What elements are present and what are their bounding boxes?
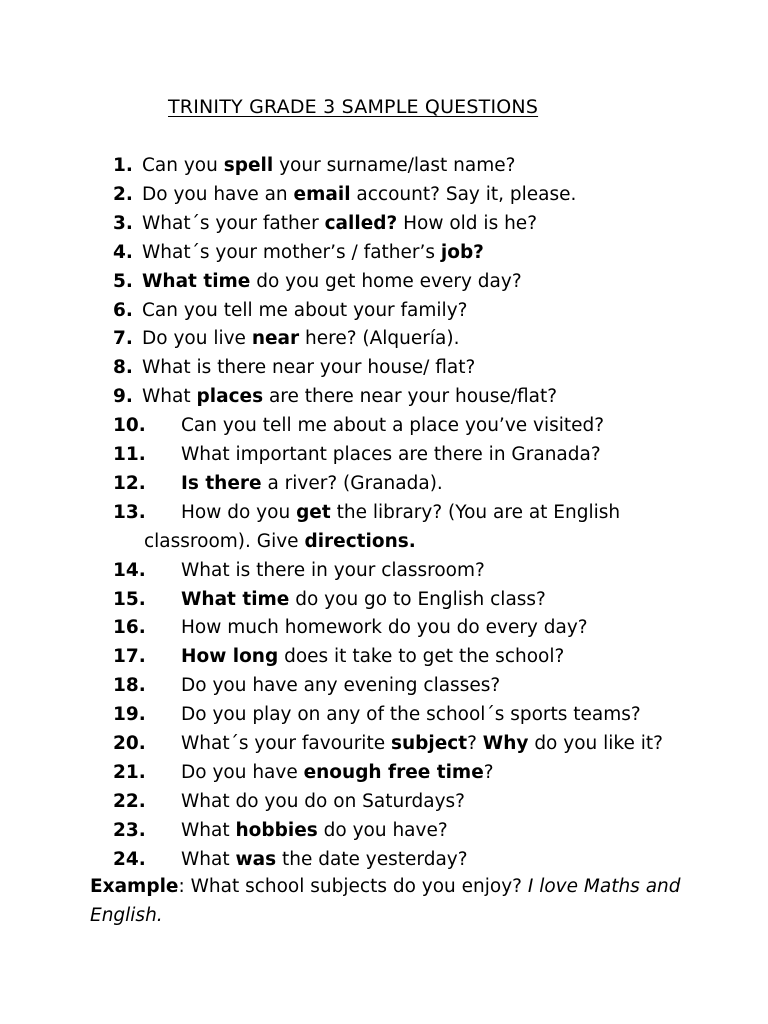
question-text-segment: do you get home every day?: [250, 270, 522, 292]
question-text: [142, 325, 459, 353]
bold-keyword: enough free time: [303, 761, 484, 783]
bold-keyword: How long: [181, 646, 279, 668]
question-text: [142, 383, 557, 411]
question-text: [181, 470, 443, 498]
question-number: 20.: [113, 733, 146, 754]
question-number: 13.: [113, 501, 146, 523]
question-text: [142, 239, 484, 267]
question-text-segment: How old is he?: [397, 212, 538, 234]
question-text: [181, 759, 494, 787]
question-text: [181, 701, 641, 729]
question-text-segment: Do you have: [181, 761, 304, 783]
question-number: 11.: [113, 444, 146, 465]
question-number: 15.: [113, 588, 146, 610]
question-number: 7.: [113, 328, 133, 350]
question-text: [142, 210, 537, 238]
question-number: 17.: [113, 646, 146, 668]
question-text-segment: What´s your favourite: [181, 733, 391, 754]
bold-keyword: get: [296, 501, 331, 523]
question-text-segment: What is there near your house/ flat?: [142, 357, 476, 379]
question-text-segment: What is there in your classroom?: [181, 559, 485, 581]
question-text: [142, 181, 576, 209]
bold-keyword: Why: [482, 733, 529, 754]
question-text: [181, 817, 448, 845]
question-text-segment: How do you: [181, 501, 297, 523]
question-text: [181, 441, 601, 469]
question-text: [142, 152, 515, 180]
question-text-segment: Can you tell me about a place you’ve visited?: [181, 415, 605, 437]
bold-keyword: near: [251, 328, 300, 350]
example-label: Example: [90, 876, 179, 897]
question-text: [181, 586, 546, 614]
question-text: [181, 672, 500, 700]
question-number: 6.: [113, 299, 133, 321]
question-number: 1.: [113, 155, 133, 176]
question-text-segment: What: [181, 819, 236, 841]
example-line: [90, 872, 730, 930]
question-text-segment: What important places are there in Granada?: [181, 444, 601, 465]
question-text-segment: What´s your mother’s / father’s: [142, 241, 441, 263]
question-number: 22.: [113, 790, 146, 812]
question-number: 18.: [113, 675, 146, 697]
bold-keyword: subject: [390, 733, 468, 754]
question-text-segment: Do you play on any of the school´s sports teams?: [181, 704, 641, 726]
question-number: 24.: [113, 848, 146, 870]
question-number: 4.: [113, 241, 133, 263]
bold-keyword: What time: [142, 270, 251, 292]
example-colon: :: [178, 876, 191, 897]
question-text: [181, 557, 485, 585]
question-text: [181, 643, 564, 671]
question-text-segment: What: [181, 848, 236, 870]
question-text-segment: Can you: [142, 155, 224, 176]
question-text-segment: How much homework do you do every day?: [181, 617, 588, 639]
question-text-segment: do you go to English class?: [289, 588, 546, 610]
question-continuation: [144, 528, 416, 556]
question-text: [142, 268, 522, 296]
question-text-segment: classroom). Give: [144, 530, 305, 552]
question-text-segment: do you have?: [317, 819, 448, 841]
example-answer: I love Maths and English.: [90, 876, 681, 926]
question-number: 9.: [113, 386, 133, 408]
bold-keyword: Is there: [181, 472, 262, 494]
question-text-segment: What: [142, 386, 197, 408]
question-number: 23.: [113, 819, 146, 841]
page-title: TRINITY GRADE 3 SAMPLE QUESTIONS: [168, 96, 539, 118]
question-text-segment: ?: [467, 733, 483, 754]
question-text-segment: ?: [483, 761, 494, 783]
question-text-segment: What do you do on Saturdays?: [181, 790, 465, 812]
bold-keyword: places: [196, 386, 264, 408]
question-number: 8.: [113, 357, 133, 379]
question-text: [181, 499, 620, 527]
question-text-segment: Can you tell me about your family?: [142, 299, 468, 321]
question-text-segment: a river? (Granada).: [261, 472, 443, 494]
question-text-segment: here? (Alquería).: [299, 328, 460, 350]
question-text: [142, 297, 467, 325]
bold-keyword: job?: [440, 241, 484, 263]
question-text-segment: What´s your father: [142, 212, 325, 234]
question-number: 5.: [113, 270, 133, 292]
question-text-segment: the library? (You are at English: [330, 501, 621, 523]
bold-keyword: spell: [223, 155, 274, 176]
question-text: [142, 354, 475, 382]
bold-keyword: was: [235, 848, 277, 870]
question-text-segment: are there near your house/flat?: [263, 386, 558, 408]
question-text-segment: the date yesterday?: [276, 848, 468, 870]
question-text-segment: Do you have an: [142, 183, 294, 205]
question-number: 16.: [113, 617, 146, 639]
question-number: 10.: [113, 415, 146, 437]
bold-keyword: hobbies: [235, 819, 318, 841]
question-text: [181, 614, 588, 642]
question-text-segment: Do you live: [142, 328, 252, 350]
question-number: 19.: [113, 704, 146, 726]
bold-keyword: directions.: [304, 530, 416, 552]
question-number: 3.: [113, 212, 133, 234]
question-number: 2.: [113, 183, 133, 205]
example-question: What school subjects do you enjoy?: [190, 876, 528, 897]
question-number: 21.: [113, 761, 146, 783]
bold-keyword: called?: [324, 212, 398, 234]
question-text-segment: Do you have any evening classes?: [181, 675, 501, 697]
question-text: [181, 846, 468, 874]
question-text-segment: do you like it?: [528, 733, 663, 754]
question-text: [181, 730, 663, 758]
question-number: 14.: [113, 559, 146, 581]
question-text-segment: does it take to get the school?: [278, 646, 565, 668]
bold-keyword: What time: [181, 588, 290, 610]
bold-keyword: email: [293, 183, 351, 205]
question-text: [181, 788, 465, 816]
question-text-segment: account? Say it, please.: [350, 183, 577, 205]
question-text: [181, 412, 604, 440]
question-text-segment: your surname/last name?: [273, 155, 516, 176]
question-number: 12.: [113, 472, 146, 494]
